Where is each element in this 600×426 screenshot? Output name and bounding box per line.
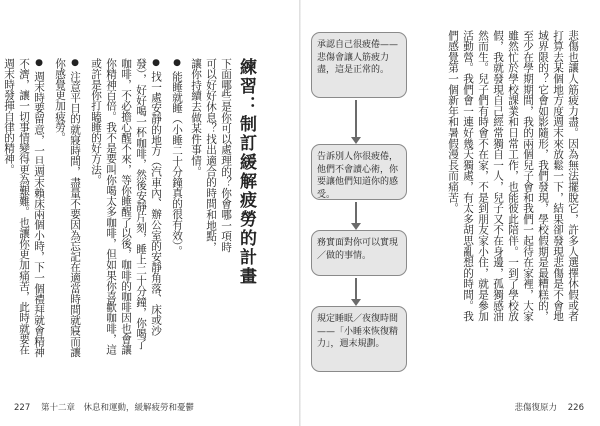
bullet-dot-icon: ● bbox=[34, 58, 44, 68]
page-number: 227 bbox=[14, 403, 31, 413]
bullet-item: ●找一處安靜的地方（汽車內、辦公室的安靜角落、床或沙發），好好喝一杯咖啡，然後安靜片刻，睡上二十分鐘，你喝了咖啡，不必擔心醒不來，等你睡醒了以後，咖啡的咖啡因也會讓你精神百倍。我不是要叫你喝太多咖啡，但如果你喜歡咖啡，這或許是你打瞌睡的好方法。 bbox=[90, 58, 162, 355]
arrow-down-icon bbox=[355, 202, 357, 224]
flow-step: 告訴別人你很疲倦，他們不會讀心術，你要讓他們知道你的感受。 bbox=[311, 144, 407, 200]
running-head-chapter: 第十二章 休息和運動，緩解疲勞和憂鬱 bbox=[40, 403, 194, 413]
flow-chart bbox=[307, 32, 415, 377]
arrow-down-icon bbox=[355, 100, 357, 138]
right-page bbox=[301, 0, 600, 426]
bullet-dot-icon: ● bbox=[151, 58, 161, 68]
section-heading: 練習：制訂緩解疲勞的計畫 bbox=[236, 58, 256, 286]
bullet-list bbox=[0, 58, 184, 358]
flow-step: 規定睡眠／夜復時間——「小睡來恢復精力」，週末規劃。 bbox=[311, 306, 407, 372]
bullet-dot-icon: ● bbox=[172, 58, 182, 68]
left-page bbox=[0, 0, 299, 426]
bullet-item: ●能睡就睡（小睡二十分鐘真的很有效）。 bbox=[171, 58, 183, 257]
running-head-title: 悲傷復原力 bbox=[514, 403, 558, 413]
page-number: 226 bbox=[567, 403, 584, 413]
body-paragraph: 悲傷也讓人筋疲力盡。因為無法擺脫它，許多人選擇休假或者打算去某個地方度週末來放鬆一下，結果卻發現悲傷是不會地域界限的？它會如影隨形，我們發現，學校假期是最糟糕的，至少在學期期間，我的兩個兒子會和我們一起待在家裡，大家雖然忙於學校課業和日常工作，也能彼此陪伴。一到了學校放假，我就發現自己經常獨自一人，兒子又不在身邊，孤獨感油然而生。兒子們有時會不在家，不是到朋友家小住，就是參加活動營。我們會一連好幾天獨處，有太多胡思亂想的時間。我們感覺第一個新年和暑假漫長而痛苦。 bbox=[447, 30, 579, 322]
left-folio bbox=[14, 401, 194, 413]
flow-step: 務實面對你可以實現／做的事情。 bbox=[311, 230, 407, 276]
arrow-down-icon bbox=[355, 278, 357, 300]
right-folio bbox=[515, 401, 584, 413]
bullet-item: ●週末時要留意，一旦週末賴床兩個小時，下一個禮拜就會精神不濟，讓一切事情變得更為艱難。也讓你更加痛苦，此時就要在週末時發揮自律的精神。 bbox=[3, 58, 45, 358]
bullet-item: ●注意平日的就寢時間，盡量不要因為忘記在適當時間就寢而讓你感覺更加疲勞。 bbox=[54, 58, 81, 358]
bullet-dot-icon: ● bbox=[70, 58, 80, 68]
flow-step: 承認自己很疲倦——悲傷會讓人筋疲力盡，這是正常的。 bbox=[311, 32, 407, 98]
section-intro: 下面哪些是你可以處理的？你會哪一項時可以好好休息？找出適合的時間和地點，讓你持續去做某件事情。 bbox=[190, 58, 232, 253]
